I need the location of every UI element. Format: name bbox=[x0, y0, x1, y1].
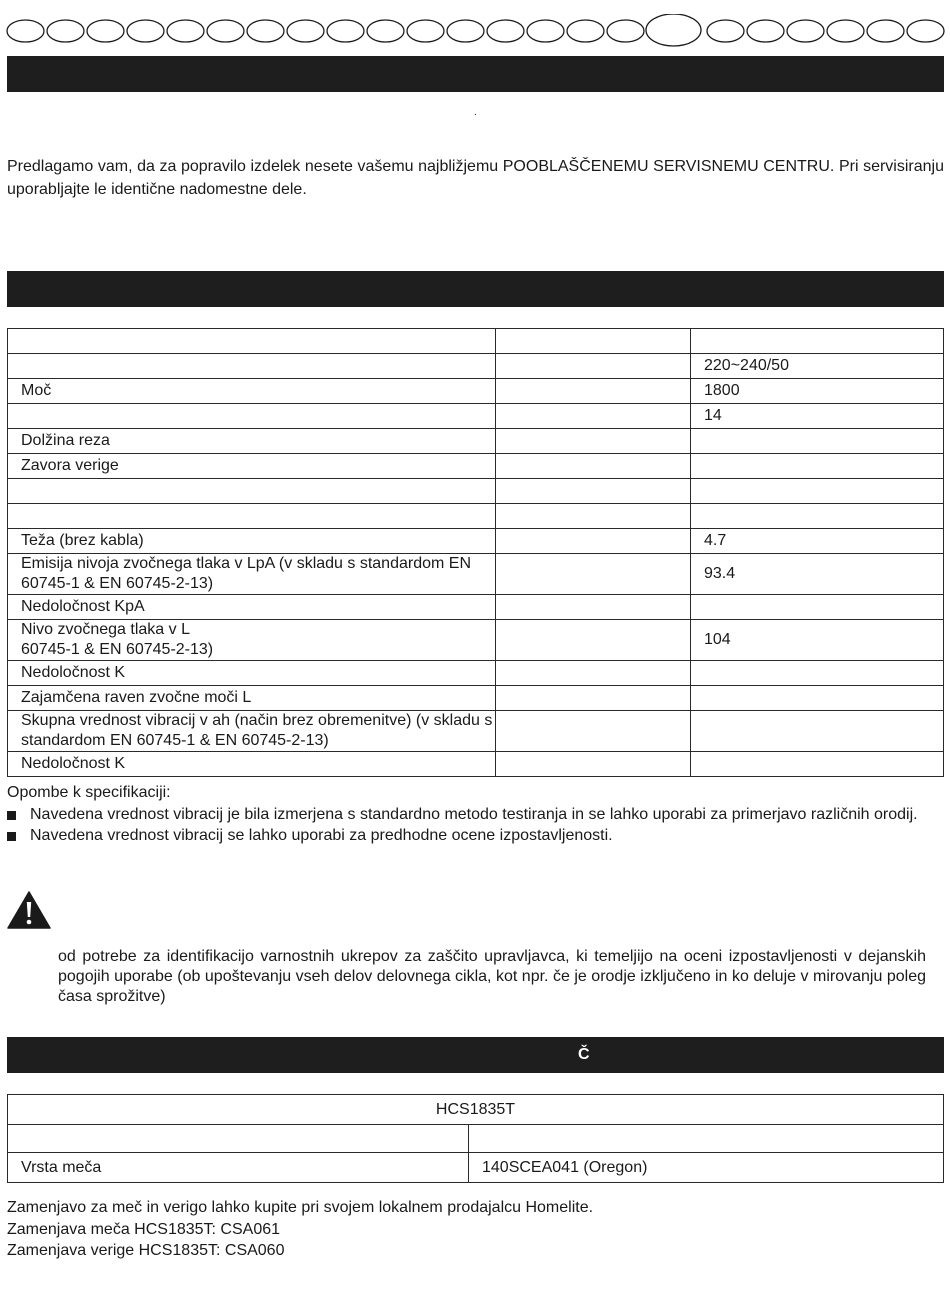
spec-value bbox=[691, 711, 944, 752]
language-tab bbox=[787, 20, 824, 42]
spec-unit bbox=[496, 554, 691, 595]
table-row bbox=[8, 529, 944, 554]
spec-label bbox=[8, 620, 496, 661]
spec-label bbox=[8, 504, 496, 529]
spec-unit bbox=[496, 595, 691, 620]
spec-value bbox=[691, 595, 944, 620]
spec-value: 104 bbox=[691, 620, 944, 661]
spec-unit bbox=[496, 429, 691, 454]
spec-unit bbox=[496, 529, 691, 554]
language-tab bbox=[367, 20, 404, 42]
spec-unit bbox=[496, 379, 691, 404]
spec-value bbox=[691, 661, 944, 686]
language-tab bbox=[7, 20, 44, 42]
spec-label-line: Nivo zvočnega tlaka v L 60745-1 & EN 60745-2-13) bbox=[21, 621, 214, 658]
warning-triangle-icon bbox=[7, 891, 51, 934]
spec-value: 1800 bbox=[691, 379, 944, 404]
table-row bbox=[8, 1153, 944, 1183]
spec-unit bbox=[496, 711, 691, 752]
table-row bbox=[8, 554, 944, 595]
spec-value: 220~240/50 bbox=[691, 354, 944, 379]
replacement-info bbox=[7, 1197, 593, 1262]
spec-label: Dolžina reza bbox=[8, 429, 496, 454]
language-tab bbox=[167, 20, 204, 42]
spec-value: 93.4 bbox=[691, 554, 944, 595]
note-text: Navedena vrednost vibracij se lahko uporabi za predhodne ocene izpostavljenosti. bbox=[30, 827, 613, 844]
language-tab bbox=[407, 20, 444, 42]
section-bar-chain bbox=[7, 1037, 944, 1073]
section-bar-specifications bbox=[7, 271, 944, 307]
table-row bbox=[8, 404, 944, 429]
spec-value bbox=[691, 429, 944, 454]
spec-notes bbox=[7, 782, 944, 846]
spec-value bbox=[691, 686, 944, 711]
language-tab bbox=[287, 20, 324, 42]
language-tab bbox=[327, 20, 364, 42]
table-cell bbox=[8, 1125, 469, 1153]
language-tab bbox=[487, 20, 524, 42]
chain-table bbox=[7, 1094, 944, 1183]
repair-paragraph: Predlagamo vam, da za popravilo izdelek nesete vašemu najbližjemu POOBLAŠČENEMU SERVISNEMU CENTRU. Pri servisiranju uporabljajte le identične nadomestne dele. bbox=[7, 158, 944, 198]
table-row bbox=[8, 752, 944, 777]
language-tab bbox=[707, 20, 744, 42]
section-bar-maintenance bbox=[7, 56, 944, 92]
section-marker: . bbox=[474, 107, 477, 118]
table-row bbox=[8, 595, 944, 620]
table-cell bbox=[691, 329, 944, 354]
section-bar-title: Č bbox=[578, 1046, 590, 1063]
table-cell: 140SCEA041 (Oregon) bbox=[469, 1153, 944, 1183]
table-header-row bbox=[8, 329, 944, 354]
replacement-line: Zamenjava meča HCS1835T: CSA061 bbox=[7, 1220, 281, 1238]
replacement-line: Zamenjava verige HCS1835T: CSA060 bbox=[7, 1242, 285, 1259]
warning-text: od potrebe za identifikacijo varnostnih ukrepov za zaščito upravljavca, ki temeljijo na oceni izpostavljenosti v dejanskih pogojih uporabe (ob upoštevanju vseh delov delovnega cikla, kot npr. če je orodje izključeno in ko deluje v mirovanju poleg časa sprožitve) bbox=[58, 948, 926, 1005]
table-row bbox=[8, 504, 944, 529]
model-cell: HCS1835T bbox=[8, 1095, 944, 1125]
list-item bbox=[7, 804, 944, 825]
spec-unit bbox=[496, 752, 691, 777]
table-cell bbox=[469, 1125, 944, 1153]
language-tab bbox=[47, 20, 84, 42]
language-tab bbox=[127, 20, 164, 42]
spec-unit bbox=[496, 504, 691, 529]
language-tab bbox=[567, 20, 604, 42]
spec-unit bbox=[496, 620, 691, 661]
table-row bbox=[8, 711, 944, 752]
spec-value: 14 bbox=[691, 404, 944, 429]
list-item bbox=[7, 825, 944, 846]
spec-label: Moč bbox=[8, 379, 496, 404]
spec-value: 4.7 bbox=[691, 529, 944, 554]
table-row bbox=[8, 454, 944, 479]
language-tab bbox=[527, 20, 564, 42]
language-tab bbox=[207, 20, 244, 42]
spec-label: Zajamčena raven zvočne moči L bbox=[8, 686, 496, 711]
spec-label: Nedoločnost KpA bbox=[8, 595, 496, 620]
spec-label: Nedoločnost K bbox=[8, 752, 496, 777]
language-tab-active bbox=[646, 14, 701, 46]
table-row bbox=[8, 1095, 944, 1125]
spec-unit bbox=[496, 404, 691, 429]
spec-value bbox=[691, 504, 944, 529]
language-tabs bbox=[6, 14, 945, 48]
spec-unit bbox=[496, 454, 691, 479]
language-tab bbox=[827, 20, 864, 42]
table-cell bbox=[8, 329, 496, 354]
language-tab bbox=[907, 20, 944, 42]
language-tab bbox=[747, 20, 784, 42]
spec-label: Zavora verige bbox=[8, 454, 496, 479]
table-cell bbox=[496, 329, 691, 354]
spec-label: Emisija nivoja zvočnega tlaka v LpA (v skladu s standardom EN 60745-1 & EN 60745-2-13) bbox=[8, 554, 496, 595]
spec-label bbox=[8, 354, 496, 379]
spec-unit bbox=[496, 686, 691, 711]
spec-label bbox=[8, 404, 496, 429]
spec-value bbox=[691, 454, 944, 479]
spec-unit bbox=[496, 354, 691, 379]
language-tab bbox=[447, 20, 484, 42]
spec-label: Nedoločnost K bbox=[8, 661, 496, 686]
spec-value bbox=[691, 752, 944, 777]
spec-value bbox=[691, 479, 944, 504]
spec-table bbox=[7, 328, 944, 777]
table-row bbox=[8, 620, 944, 661]
replacement-line: Zamenjavo za meč in verigo lahko kupite pri svojem lokalnem prodajalcu Homelite. bbox=[7, 1199, 594, 1216]
spec-label bbox=[8, 479, 496, 504]
language-tab bbox=[247, 20, 284, 42]
spec-label: Skupna vrednost vibracij v ah (način brez obremenitve) (v skladu s standardom EN 60745-1 & EN 60745-2-13) bbox=[8, 711, 496, 752]
bullet-square-icon bbox=[7, 811, 16, 820]
language-tab bbox=[607, 20, 644, 42]
table-row bbox=[8, 1125, 944, 1153]
table-row bbox=[8, 354, 944, 379]
language-tab bbox=[87, 20, 124, 42]
table-row bbox=[8, 661, 944, 686]
language-tab bbox=[867, 20, 904, 42]
bullet-square-icon bbox=[7, 832, 16, 841]
table-row bbox=[8, 429, 944, 454]
table-row bbox=[8, 479, 944, 504]
spec-label: Teža (brez kabla) bbox=[8, 529, 496, 554]
note-text: Navedena vrednost vibracij je bila izmerjena s standardno metodo testiranja in se lahko uporabi za primerjavo različnih orodij. bbox=[30, 806, 918, 823]
spec-unit bbox=[496, 479, 691, 504]
table-row bbox=[8, 379, 944, 404]
table-cell: Vrsta meča bbox=[8, 1153, 469, 1183]
spec-unit bbox=[496, 661, 691, 686]
table-row bbox=[8, 686, 944, 711]
notes-title: Opombe k specifikaciji: bbox=[7, 784, 171, 801]
